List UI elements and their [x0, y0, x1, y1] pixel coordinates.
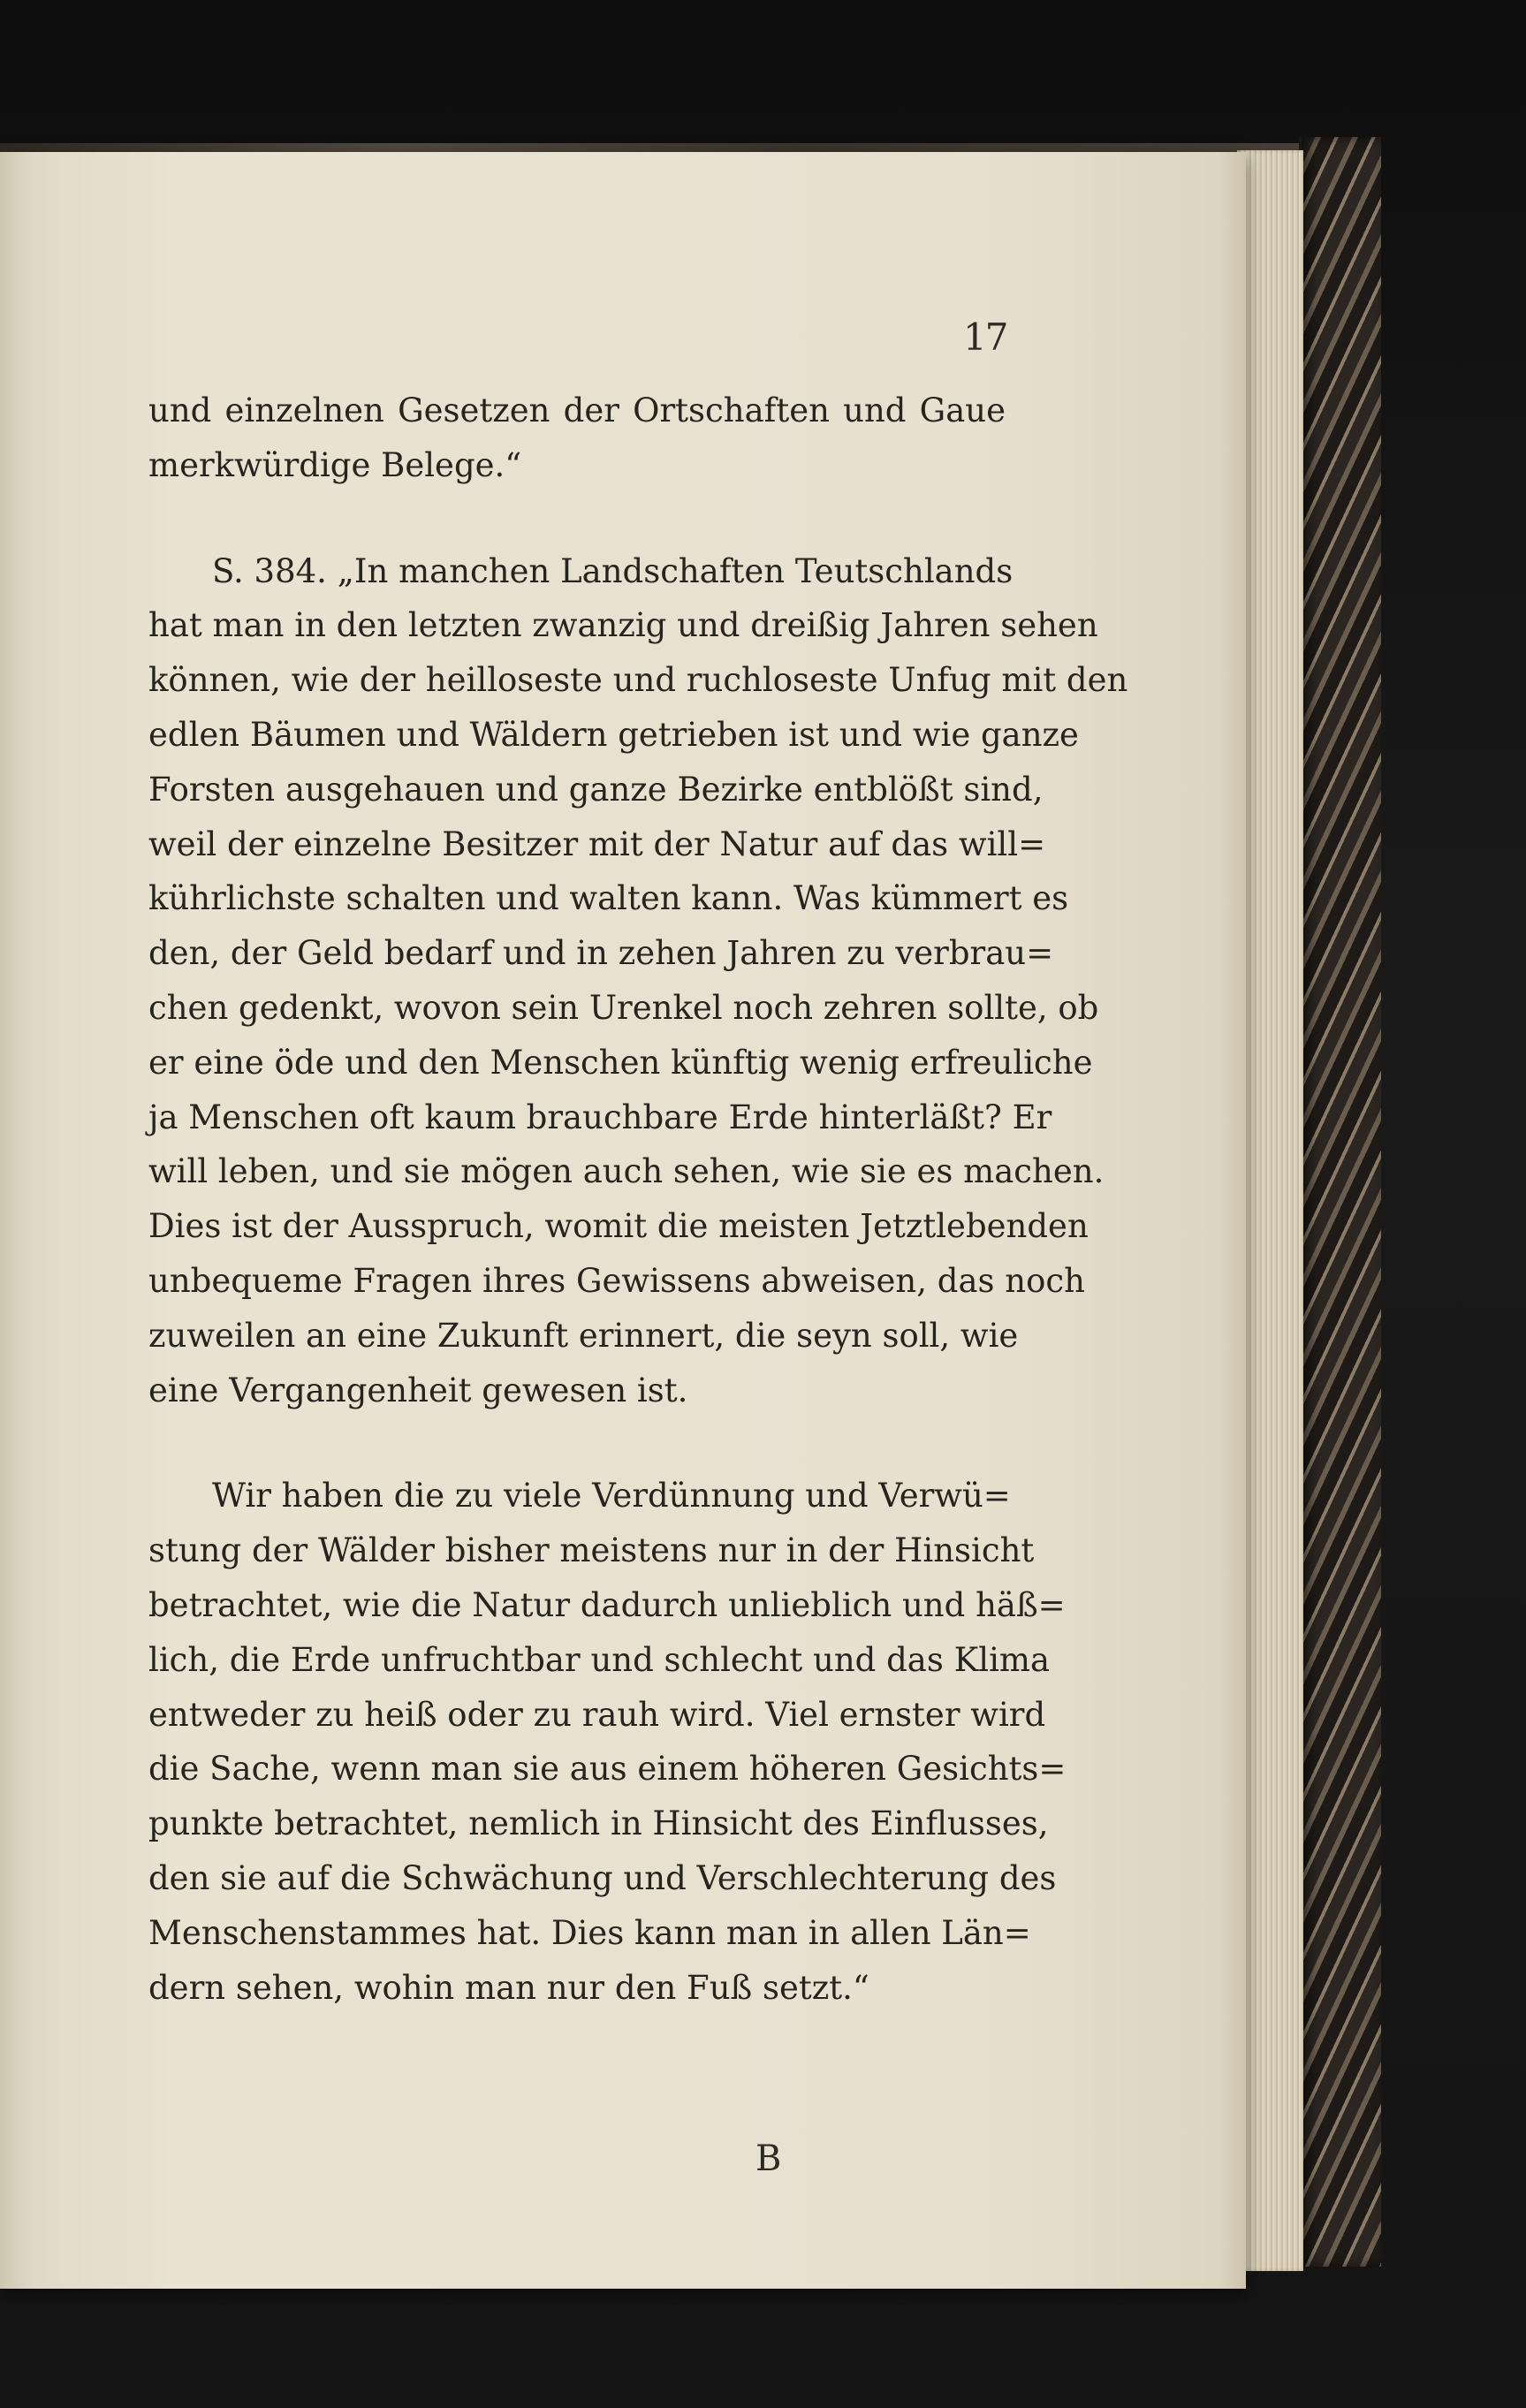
text-line: punkte betrachtet, nemlich in Hinsicht des Einflusses, — [148, 1804, 1049, 1843]
text-line: kührlichste schalten und walten kann. Was kümmert es — [148, 879, 1069, 918]
text-line: hat man in den letzten zwanzig und dreißig Jahren sehen — [148, 606, 1098, 645]
text-line: merkwürdige Belege.“ — [148, 445, 522, 484]
text-line: er eine öde und den Menschen künftig wenig erfreuliche — [148, 1043, 1093, 1082]
text-line: unbequeme Fragen ihres Gewissens abweisen, das noch — [148, 1261, 1085, 1300]
paragraph-gap — [148, 1417, 1006, 1469]
signature-mark: B — [755, 2138, 782, 2179]
paragraph-gap — [148, 493, 1006, 544]
text-line: und einzelnen Gesetzen der Ortschaften und Gaue — [148, 391, 1006, 429]
page-text — [148, 384, 1128, 2015]
text-line: Wir haben die zu viele Verdünnung und Verwü= — [212, 1477, 1011, 1515]
text-line: edlen Bäumen und Wäldern getrieben ist und wie ganze — [148, 715, 1079, 754]
text-line: den sie auf die Schwächung und Verschlechterung des — [148, 1858, 1057, 1897]
text-line: den, der Geld bedarf und in zehen Jahren zu verbrau= — [148, 934, 1054, 973]
text-line: will leben, und sie mögen auch sehen, wie sie es machen. — [148, 1152, 1105, 1191]
text-line: Dies ist der Ausspruch, womit die meisten Jetztlebenden — [148, 1207, 1089, 1246]
text-line: stung der Wälder bisher meistens nur in der Hinsicht — [148, 1531, 1035, 1570]
text-line: betrachtet, wie die Natur dadurch unlieblich und häß= — [148, 1585, 1066, 1624]
text-line: lich, die Erde unfruchtbar und schlecht und das Klima — [148, 1640, 1051, 1679]
book-page — [0, 152, 1246, 2289]
text-line: zuweilen an eine Zukunft erinnert, die seyn soll, wie — [148, 1316, 1019, 1355]
text-line: entweder zu heiß oder zu rauh wird. Viel ernster wird — [148, 1695, 1046, 1734]
text-line: die Sache, wenn man sie aus einem höheren Gesichts= — [148, 1750, 1067, 1789]
text-line: können, wie der heilloseste und ruchloseste Unfug mit den — [148, 661, 1128, 700]
page-stack-edge — [1237, 150, 1303, 2271]
text-line: S. 384. „In manchen Landschaften Teutschlands — [212, 551, 1014, 590]
text-line: weil der einzelne Besitzer mit der Natur auf das will= — [148, 824, 1046, 863]
text-line: ja Menschen oft kaum brauchbare Erde hinterläßt? Er — [148, 1098, 1052, 1136]
text-line: eine Vergangenheit gewesen ist. — [148, 1371, 688, 1409]
text-line: Forsten ausgehauen und ganze Bezirke entblößt sind, — [148, 770, 1044, 809]
text-line: Menschenstammes hat. Dies kann man in allen Län= — [148, 1913, 1031, 1952]
marbled-cover — [1299, 137, 1381, 2267]
text-line: chen gedenkt, wovon sein Urenkel noch zehren sollte, ob — [148, 988, 1099, 1027]
page-number: 17 — [963, 315, 1007, 359]
text-line: dern sehen, wohin man nur den Fuß setzt.“ — [148, 1968, 869, 2007]
